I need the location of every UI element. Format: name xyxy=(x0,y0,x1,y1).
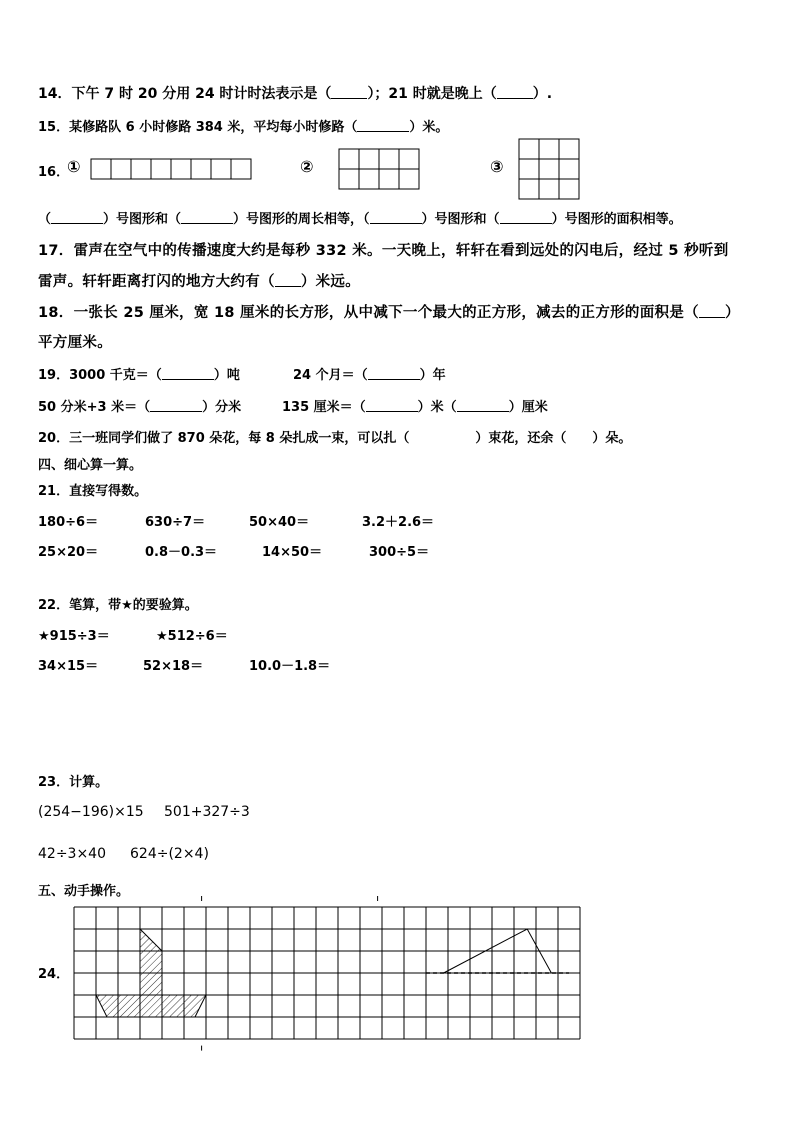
question-18-line2: 平方厘米。 xyxy=(38,335,112,351)
answer-blank[interactable] xyxy=(357,119,409,132)
question-14: 14．下午 7 时 20 分用 24 时计时法表示是（ ）；21 时就是晚上（ ）. xyxy=(38,86,553,102)
grid-cell xyxy=(399,169,419,189)
question-19c: 50 分米+3 米＝（ ）分米 xyxy=(38,400,242,415)
grid-cell xyxy=(91,159,111,179)
drawing-grid[interactable] xyxy=(70,904,594,1040)
grid-cell xyxy=(131,159,151,179)
calc-item: 630÷7＝ xyxy=(145,515,206,530)
grid-cell xyxy=(539,159,559,179)
answer-blank[interactable] xyxy=(699,305,725,318)
calc-item: 25×20＝ xyxy=(38,545,99,560)
expression: (254−196)×15 xyxy=(38,804,144,820)
grid-cell xyxy=(339,169,359,189)
grid-cell xyxy=(171,159,191,179)
grid-cell xyxy=(151,159,171,179)
question-23-title: 23．计算。 xyxy=(38,775,109,790)
calc-item: 34×15＝ xyxy=(38,659,99,674)
calc-item: 300÷5＝ xyxy=(369,545,430,560)
calc-item: 14×50＝ xyxy=(262,545,323,560)
grid-cell xyxy=(359,149,379,169)
shape-1-grid xyxy=(90,158,252,180)
grid-cell xyxy=(111,159,131,179)
shape-label-2: ② xyxy=(300,157,314,176)
calc-item: ★512÷6＝ xyxy=(156,629,228,644)
grid-cell xyxy=(399,149,419,169)
grid-cell xyxy=(519,139,539,159)
answer-blank[interactable] xyxy=(457,399,509,412)
question-21-title: 21．直接写得数。 xyxy=(38,484,148,499)
grid-cell xyxy=(519,159,539,179)
grid-cell xyxy=(519,179,539,199)
grid-cell xyxy=(231,159,251,179)
question-19d: 135 厘米＝（ ）米（ ）厘米 xyxy=(282,400,548,415)
answer-blank[interactable] xyxy=(500,211,552,224)
grid-cell xyxy=(379,169,399,189)
calc-item: 0.8－0.3＝ xyxy=(145,545,218,560)
question-18-line1: 18．一张长 25 厘米，宽 18 厘米的长方形，从中减下一个最大的正方形，减去的正方形的面积是（ ） xyxy=(38,305,740,321)
grid-cell xyxy=(539,139,559,159)
question-20: 20．三一班同学们做了 870 朵花，每 8 朵扎成一束，可以扎（ ）束花，还余（ ）朵。 xyxy=(38,431,632,446)
expression: 42÷3×40 xyxy=(38,846,106,862)
calc-item: ★915÷3＝ xyxy=(38,629,110,644)
answer-blank[interactable] xyxy=(150,399,202,412)
calc-item: 180÷6＝ xyxy=(38,515,99,530)
answer-blank[interactable] xyxy=(275,274,301,287)
section-5-heading: 五、动手操作。 xyxy=(38,884,130,899)
grid-cell xyxy=(559,159,579,179)
answer-blank[interactable] xyxy=(368,367,420,380)
shape-2-grid xyxy=(338,148,420,190)
question-16-answer: （ ）号图形和（ ）号图形的周长相等，（ ）号图形和（ ）号图形的面积相等。 xyxy=(38,212,682,227)
question-17-line1: 17．雷声在空气中的传播速度大约是每秒 332 米。一天晚上，轩轩在看到远处的闪电后，经过 5 秒听到 xyxy=(38,243,729,259)
grid-cell xyxy=(539,179,559,199)
grid-cell xyxy=(559,139,579,159)
expression: 501+327÷3 xyxy=(164,804,250,820)
question-number: 14． xyxy=(38,86,72,102)
question-22-title: 22．笔算，带★的要验算。 xyxy=(38,598,198,613)
question-16-number: 16． xyxy=(38,165,70,180)
calc-item: 3.2＋2.6＝ xyxy=(362,515,435,530)
grid-cell xyxy=(339,149,359,169)
answer-blank[interactable] xyxy=(181,211,233,224)
answer-blank[interactable] xyxy=(331,86,367,99)
grid-cell xyxy=(379,149,399,169)
question-19b: 24 个月＝（ ）年 xyxy=(293,368,446,383)
shape-label-3: ③ xyxy=(490,157,504,176)
grid-cell xyxy=(359,169,379,189)
question-17-line2: 雷声。轩轩距离打闪的地方大约有（ ）米远。 xyxy=(38,274,361,290)
answer-blank[interactable] xyxy=(497,86,533,99)
question-15: 15．某修路队 6 小时修路 384 米，平均每小时修路（ ）米。 xyxy=(38,120,449,135)
question-19a: 19．3000 千克＝（ ）吨 xyxy=(38,368,240,383)
section-4-heading: 四、细心算一算。 xyxy=(38,458,143,473)
calc-item: 52×18＝ xyxy=(143,659,204,674)
calc-item: 50×40＝ xyxy=(249,515,310,530)
answer-blank[interactable] xyxy=(162,367,214,380)
calc-item: 10.0－1.8＝ xyxy=(249,659,331,674)
expression: 624÷(2×4) xyxy=(130,846,209,862)
answer-blank[interactable] xyxy=(370,211,422,224)
grid-cell xyxy=(191,159,211,179)
grid-cell xyxy=(211,159,231,179)
question-24-number: 24． xyxy=(38,967,70,982)
answer-blank[interactable] xyxy=(51,211,103,224)
answer-blank[interactable] xyxy=(366,399,418,412)
grid-cell xyxy=(559,179,579,199)
shape-label-1: ① xyxy=(67,157,81,176)
shape-3-grid xyxy=(518,138,580,200)
